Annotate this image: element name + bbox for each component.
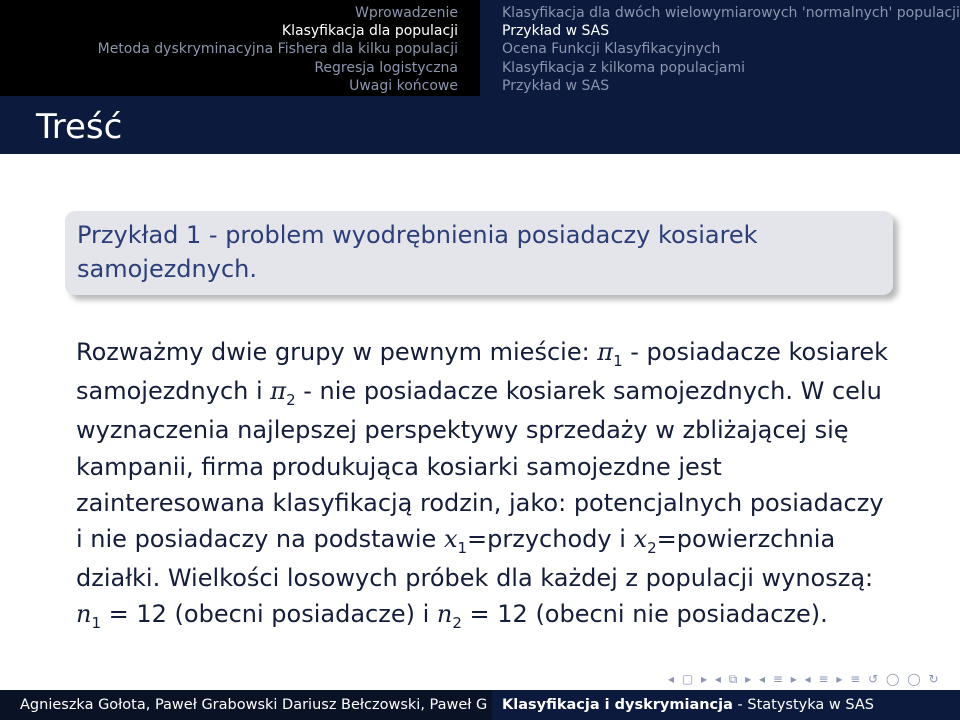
search-icon[interactable]: ◯ [886, 672, 900, 686]
nav-prev-icon[interactable]: ◂ [804, 672, 811, 686]
frame-title: Treść [36, 107, 123, 147]
nav-subsection-item[interactable]: Przykład w SAS [502, 77, 610, 94]
nav-subsection-item[interactable]: Klasyfikacja dla dwóch wielowymiarowych 'normalnych' populacji [502, 5, 960, 21]
body-text: = 12 (obecni posiadacze) i [101, 600, 437, 629]
nav-next-icon[interactable]: ▸ [701, 672, 708, 686]
example-block-title-line: Przykład 1 - problem wyodrębnienia posiadaczy kosiarek [77, 221, 758, 249]
nav-section-item-current[interactable]: Klasyfikacja dla populacji [281, 23, 458, 40]
nav-prev-icon[interactable]: ◂ [714, 672, 721, 686]
nav-subsection-item-current[interactable]: Przykład w SAS [502, 23, 610, 40]
nav-next-icon[interactable]: ▸ [745, 672, 752, 686]
math-subscript: 2 [286, 391, 296, 410]
body-text: = 12 (obecni nie posiadacze). [461, 600, 828, 629]
body-text: - nie posiadacze kosiarek samojezdnych. W celu [295, 377, 882, 406]
body-text: samojezdnych i [76, 377, 271, 406]
body-line: działki. Wielkości losowych próbek dla każdej z populacji wynoszą: [76, 564, 874, 593]
beamer-navigation-symbols [668, 672, 943, 688]
math-x: x [633, 525, 648, 554]
math-n: n [76, 600, 92, 629]
nav-section-item[interactable]: Uwagi końcowe [349, 77, 458, 94]
footer-title-bold: Klasyfikacja i dyskrymiancja [502, 697, 733, 713]
forward-icon[interactable]: ↻ [928, 672, 939, 686]
footer-title-rest: - Statystyka w SAS [732, 697, 874, 713]
nav-next-icon[interactable]: ▸ [790, 672, 797, 686]
body-text: - posiadacze kosiarek [622, 338, 889, 366]
body-line [76, 373, 896, 412]
subsection-list [480, 0, 960, 96]
body-line [76, 596, 896, 635]
nav-section-item[interactable]: Metoda dyskryminacyjna Fishera dla kilku populacji [97, 41, 458, 58]
nav-prev-icon[interactable]: ◂ [759, 672, 766, 686]
body-text: i nie posiadaczy na podstawie [76, 525, 444, 554]
body-line [76, 521, 896, 560]
footer-title [492, 690, 960, 720]
math-subscript: 2 [647, 539, 657, 558]
body-line: wyznaczenia najlepszej perspektywy sprzedaży w zbliżającej się [76, 416, 849, 445]
footer-bar [0, 690, 960, 720]
back-icon[interactable]: ↺ [868, 672, 879, 686]
footer-authors: Agnieszka Gołota, Paweł Grabowski Dariusz Bełczowski, Paweł G [0, 690, 492, 720]
body-text: =powierzchnia [656, 525, 836, 554]
section-list [0, 0, 470, 96]
body-line [76, 334, 896, 373]
search-icon[interactable]: ◯ [907, 672, 921, 686]
slide-body-text [76, 334, 896, 636]
nav-section-item[interactable]: Regresja logistyczna [314, 59, 458, 76]
nav-subsection-item[interactable]: Klasyfikacja z kilkoma populacjami [502, 59, 746, 76]
body-line: kampanii, firma produkująca kosiarki samojezdne jest [76, 452, 722, 481]
example-block-title-line: samojezdnych. [77, 255, 257, 283]
section-icon[interactable]: ≡ [772, 672, 783, 686]
example-block [65, 211, 893, 295]
math-subscript: 2 [452, 614, 462, 633]
subsection-icon[interactable]: ⧉ [728, 672, 738, 686]
math-x: x [443, 525, 458, 554]
body-line: zainteresowana klasyfikacją rodzin, jako: potencjalnych posiadaczy [76, 488, 884, 517]
outline-icon[interactable]: ≡ [850, 672, 861, 686]
math-pi: π [270, 377, 287, 406]
nav-next-icon[interactable]: ▸ [836, 672, 843, 686]
math-subscript: 1 [91, 614, 102, 633]
frame-icon[interactable]: ▢ [681, 672, 694, 686]
math-subscript: 1 [457, 539, 468, 558]
body-text: Rozważmy dwie grupy w pewnym mieście: [76, 338, 598, 366]
section-navigation-bar [0, 0, 960, 96]
math-pi: π [597, 338, 614, 366]
body-text: =przychody i [467, 525, 634, 554]
frame-title-bar [0, 96, 960, 154]
math-n: n [436, 600, 453, 629]
math-subscript: 1 [613, 352, 623, 370]
nav-section-item[interactable]: Wprowadzenie [355, 5, 458, 21]
document-icon[interactable]: ≡ [818, 672, 829, 686]
nav-prev-icon[interactable]: ◂ [668, 672, 675, 686]
nav-subsection-item[interactable]: Ocena Funkcji Klasyfikacyjnych [502, 41, 721, 58]
